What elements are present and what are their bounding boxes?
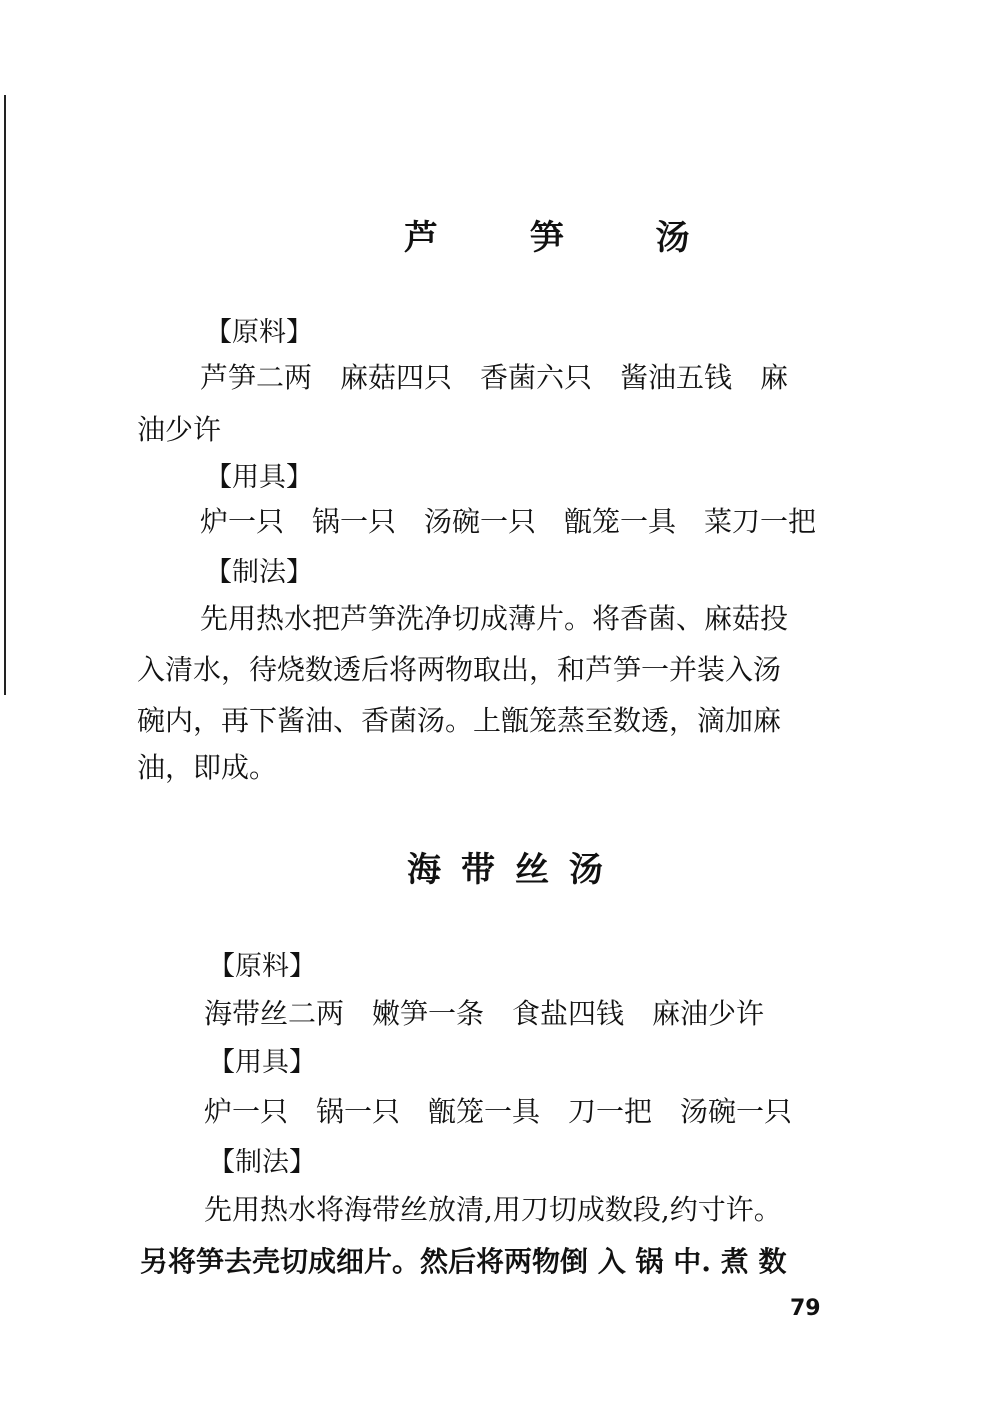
page-number: 79 [790,1296,821,1321]
method-line: 先用热水把芦笋洗净切成薄片。将香菌、麻菇投 [200,602,789,635]
method-line: 入清水，待烧数透后将两物取出，和芦笋一并装入汤 [137,653,782,686]
tools-line: 炉一只 锅一只 汤碗一只 甑笼一具 菜刀一把 [200,505,817,538]
method-label: 【制法】 [205,557,313,588]
method-line: 另将笋去壳切成细片。然后将两物倒 入 锅 中. 煮 数 [140,1245,787,1278]
recipe-title: 海带丝汤 [407,850,623,890]
method-line: 油，即成。 [137,751,278,784]
page-edge-line [4,95,6,695]
method-line: 先用热水将海带丝放清,用刀切成数段,约寸许。 [204,1193,782,1226]
ingredients-line: 芦笋二两 麻菇四只 香菌六只 酱油五钱 麻 [200,361,789,394]
tools-line: 炉一只 锅一只 甑笼一具 刀一把 汤碗一只 [204,1095,793,1128]
method-line: 碗内，再下酱油、香菌汤。上甑笼蒸至数透，滴加麻 [137,704,782,737]
tools-label: 【用具】 [208,1047,316,1078]
ingredients-label: 【原料】 [208,951,316,982]
tools-label: 【用具】 [205,462,313,493]
method-label: 【制法】 [208,1147,316,1178]
recipe-title: 芦 笋 汤 [404,218,730,258]
ingredients-line: 油少许 [137,413,222,446]
ingredients-label: 【原料】 [205,317,313,348]
ingredients-line: 海带丝二两 嫩笋一条 食盐四钱 麻油少许 [204,997,765,1030]
